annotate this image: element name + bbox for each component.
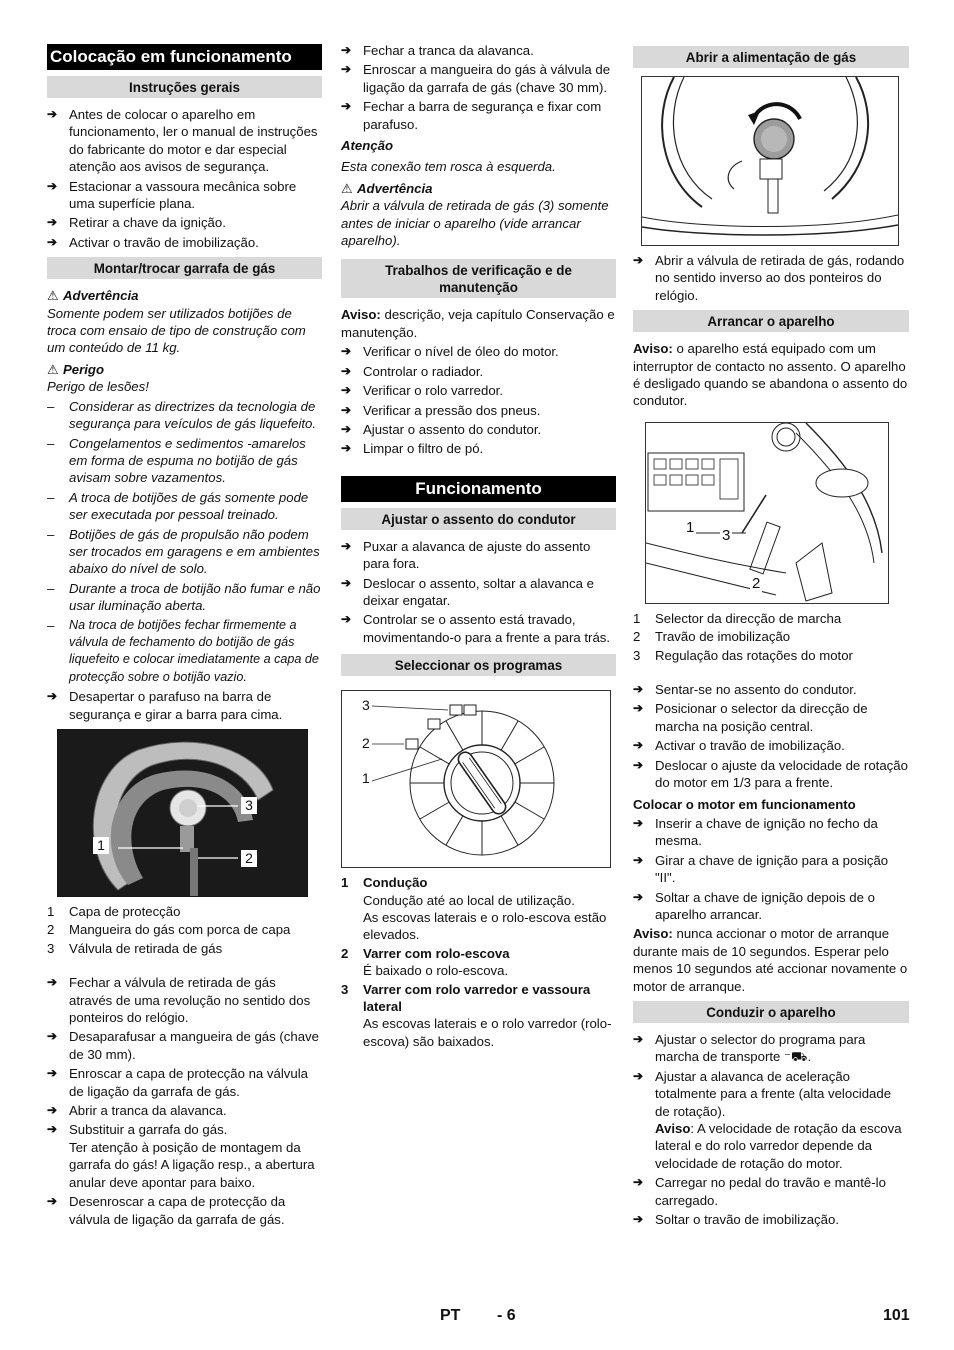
danger-item: – Considerar as directrizes da tecnologia de segurança para veículos de gás liquefeito. bbox=[47, 398, 317, 432]
figure-label: 2 bbox=[241, 850, 257, 867]
program-dial-diagram bbox=[342, 691, 610, 867]
subheading-verificacao: Trabalhos de verificação e de manutenção bbox=[341, 259, 616, 298]
footer-local-page: - 6 bbox=[497, 1307, 516, 1324]
dashboard-drawing bbox=[646, 423, 888, 603]
step: ➔ Desapertar o parafuso na barra de segurança e girar a barra para cima. bbox=[47, 689, 283, 722]
column-3 bbox=[633, 40, 909, 1230]
arrow-icon: ➔ bbox=[341, 344, 352, 359]
legend-item: 2 Mangueira do gás com porca de capa bbox=[47, 922, 291, 938]
step: ➔ Substituir a garrafa do gás. Ter atenção à posição de montagem da garrafa do gás! A ligação resp., a abertura anular deve apontar para baixo. bbox=[47, 1122, 315, 1190]
arrow-icon: ➔ bbox=[633, 852, 644, 867]
arrow-icon: ➔ bbox=[47, 178, 58, 193]
program-item: 3 Varrer com rolo varredor e vassoura lateral As escovas laterais e o rolo varredor (rolo-escova) são baixados. bbox=[341, 981, 612, 1049]
figure-gas-valve bbox=[641, 76, 899, 246]
footer-page-number: 101 bbox=[883, 1307, 910, 1324]
legend-item: 1 Selector da direcção de marcha bbox=[633, 610, 842, 626]
arrow-icon: ➔ bbox=[47, 234, 58, 249]
arrow-icon: ➔ bbox=[633, 1068, 644, 1083]
warning-text: Somente podem ser utilizados botijões de troca com ensaio de tipo de construção com um conteúdo de 11 kg. bbox=[47, 305, 306, 356]
danger-item: – Durante a troca de botijão não fumar e não usar iluminação aberta. bbox=[47, 580, 321, 614]
step: ➔ Fechar a barra de segurança e fixar com parafuso. bbox=[341, 99, 602, 132]
arrow-icon: ➔ bbox=[341, 62, 352, 77]
arrow-icon: ➔ bbox=[47, 215, 58, 230]
subheading-arrancar: Arrancar o aparelho bbox=[633, 310, 909, 332]
step: ➔ Posicionar o selector da direcção de marcha na posição central. bbox=[633, 701, 868, 734]
step: ➔ Inserir a chave de ignição no fecho da mesma. bbox=[633, 815, 878, 849]
arrow-icon: ➔ bbox=[341, 441, 352, 456]
figure-label: 1 bbox=[93, 837, 109, 854]
arrow-icon: ➔ bbox=[341, 383, 352, 398]
step: ➔ Controlar se o assento está travado, movimentando-o para a frente a para trás. bbox=[341, 612, 611, 645]
step: ➔ Carregar no pedal do travão e mantê-lo carregado. bbox=[633, 1175, 886, 1208]
step: ➔ Verificar a pressão dos pneus. bbox=[341, 402, 541, 418]
danger-item: – Botijões de gás de propulsão não podem ser trocados em garagens e em ambientes abaixo do nível de solo. bbox=[47, 526, 320, 577]
arrow-icon: ➔ bbox=[341, 575, 352, 590]
arrow-icon: ➔ bbox=[633, 757, 644, 772]
arrow-icon: ➔ bbox=[633, 815, 644, 830]
step: ➔ Desaparafusar a mangueira de gás (chave de 30 mm). bbox=[47, 1029, 319, 1062]
warning-triangle-icon: ⚠ bbox=[47, 288, 59, 304]
column-1 bbox=[47, 44, 322, 1230]
figure-label: 3 bbox=[241, 797, 257, 814]
program-item: 1 Condução Condução até ao local de utilização. As escovas laterais e o rolo-escova estão elevados. bbox=[341, 875, 607, 943]
step: ➔ Desenroscar a capa de protecção da válvula de ligação da garrafa de gás. bbox=[47, 1194, 286, 1227]
legend-item: 3 Regulação das rotações do motor bbox=[633, 647, 853, 663]
danger-heading: ⚠ Perigo bbox=[47, 361, 105, 377]
legend-item: 3 Válvula de retirada de gás bbox=[47, 940, 223, 956]
step: ➔ Girar a chave de ignição para a posição "II". bbox=[633, 852, 889, 886]
arrow-icon: ➔ bbox=[341, 363, 352, 378]
arrow-icon: ➔ bbox=[633, 1175, 644, 1190]
warning-triangle-icon: ⚠ bbox=[47, 361, 59, 377]
arrow-icon: ➔ bbox=[633, 1031, 644, 1046]
figure-label: 3 bbox=[722, 526, 731, 544]
figure-label: 2 bbox=[752, 574, 761, 592]
attention-text: Esta conexão tem rosca à esquerda. bbox=[341, 159, 556, 175]
aviso-text: Aviso: nunca accionar o motor de arranque durante mais de 10 segundos. Esperar pelo menos 10 segundos até accionar novamente o motor de arranque. bbox=[633, 926, 908, 994]
figure-label: 3 bbox=[362, 697, 370, 714]
subheading-assento: Ajustar o assento do condutor bbox=[341, 508, 616, 530]
arrow-icon: ➔ bbox=[341, 99, 352, 114]
step: ➔ Verificar o rolo varredor. bbox=[341, 383, 503, 399]
figure-label: 1 bbox=[686, 518, 695, 536]
step: ➔ Ajustar o selector do programa para marcha de transporte ⁻⛟. bbox=[633, 1031, 866, 1065]
warning-heading: ⚠ Advertência bbox=[341, 180, 433, 196]
step: ➔ Enroscar a mangueira do gás à válvula de ligação da garrafa de gás (chave 30 mm). bbox=[341, 62, 611, 95]
arrow-icon: ➔ bbox=[341, 43, 352, 57]
arrow-icon: ➔ bbox=[633, 701, 644, 716]
subheading-conduzir: Conduzir o aparelho bbox=[633, 1001, 909, 1023]
step: ➔ Estacionar a vassoura mecânica sobre uma superfície plana. bbox=[47, 178, 297, 212]
warning-triangle-icon: ⚠ bbox=[341, 180, 353, 196]
arrow-icon: ➔ bbox=[341, 538, 352, 553]
step: ➔ Ajustar a alavanca de aceleração totalmente para a frente (alta velocidade de rotação). Aviso: A velocidade de rotação da escova lateral e do rolo varredor depende da velocidade de rotação do motor. bbox=[633, 1068, 902, 1171]
danger-intro: Perigo de lesões! bbox=[47, 379, 149, 395]
step: ➔ Activar o travão de imobilização. bbox=[633, 738, 845, 754]
step: ➔ Ajustar o assento do condutor. bbox=[341, 421, 542, 437]
step: ➔ Fechar a tranca da alavanca. bbox=[341, 43, 534, 58]
step: ➔ Deslocar o assento, soltar a alavanca e deixar engatar. bbox=[341, 575, 594, 608]
step: ➔ Limpar o filtro de pó. bbox=[341, 441, 484, 457]
step: ➔ Sentar-se no assento do condutor. bbox=[633, 682, 857, 698]
step: ➔ Retirar a chave da ignição. bbox=[47, 215, 226, 231]
danger-item: – Congelamentos e sedimentos -amarelos em forma de espuma no botijão de gás avisam sobre vazamentos. bbox=[47, 435, 306, 486]
warning-heading: ⚠ Advertência bbox=[47, 288, 139, 304]
arrow-icon: ➔ bbox=[47, 1103, 58, 1118]
gas-valve-photo bbox=[58, 730, 307, 896]
arrow-icon: ➔ bbox=[47, 1194, 58, 1209]
arrow-icon: ➔ bbox=[341, 421, 352, 436]
arrow-icon: ➔ bbox=[47, 689, 58, 704]
step: ➔ Activar o travão de imobilização. bbox=[47, 234, 259, 250]
arrow-icon: ➔ bbox=[633, 889, 644, 904]
section-title-funcionamento: Funcionamento bbox=[341, 476, 616, 502]
step-note: Ter atenção à posição de montagem da garrafa do gás! A ligação resp., a abertura anular deve apontar para baixo. bbox=[69, 1139, 315, 1190]
subheading-instrucoes: Instruções gerais bbox=[47, 76, 322, 98]
arrow-icon: ➔ bbox=[633, 253, 644, 267]
step: ➔ Antes de colocar o aparelho em funcionamento, ler o manual de instruções do fabricante do motor e dar especial atenção aos avisos de segurança. bbox=[47, 107, 318, 175]
figure-label: 1 bbox=[362, 770, 370, 787]
step: ➔ Abrir a válvula de retirada de gás, rodando no sentido inverso ao dos ponteiros do relógio. bbox=[633, 253, 905, 303]
aviso-text: Aviso: o aparelho está equipado com um interruptor de contacto no assento. O aparelho é desligado quando se abandona o assento do condutor. bbox=[633, 341, 908, 409]
subsection-motor: Colocar o motor em funcionamento bbox=[633, 796, 856, 812]
danger-item: – A troca de botijões de gás somente pode ser executada por pessoal treinado. bbox=[47, 489, 309, 523]
warning-text: Abrir a válvula de retirada de gás (3) somente antes de iniciar o aparelho (vide arrancar aparelho). bbox=[341, 198, 609, 249]
section-title-colocacao: Colocação em funcionamento bbox=[47, 44, 322, 70]
legend-item: 1 Capa de protecção bbox=[47, 904, 181, 919]
subheading-garrafa: Montar/trocar garrafa de gás bbox=[47, 257, 322, 279]
arrow-icon: ➔ bbox=[341, 612, 352, 627]
figure-label: 2 bbox=[362, 735, 370, 752]
step: ➔ Controlar o radiador. bbox=[341, 363, 484, 379]
arrow-icon: ➔ bbox=[47, 1066, 58, 1081]
arrow-icon: ➔ bbox=[341, 402, 352, 417]
step: ➔ Soltar o travão de imobilização. bbox=[633, 1212, 839, 1228]
arrow-icon: ➔ bbox=[47, 1122, 58, 1137]
arrow-icon: ➔ bbox=[633, 682, 644, 697]
arrow-icon: ➔ bbox=[633, 1212, 644, 1227]
program-item: 2 Varrer com rolo-escova É baixado o rolo-escova. bbox=[341, 945, 510, 979]
transport-mode-icon: ⁻⛟. bbox=[784, 1049, 812, 1065]
danger-item: – Na troca de botijões fechar firmemente a válvula de fechamento do botijão de gás liquefeito e colocar imediatamente a capa de protecção sobre o botijão vazio. bbox=[47, 617, 319, 684]
step: ➔ Puxar a alavanca de ajuste do assento para fora. bbox=[341, 538, 591, 572]
figure-gas-bottle bbox=[57, 729, 308, 897]
step: ➔ Abrir a tranca da alavanca. bbox=[47, 1103, 227, 1119]
legend-item: 2 Travão de imobilização bbox=[633, 629, 791, 645]
step: ➔ Deslocar o ajuste da velocidade de rotação do motor em 1/3 para a frente. bbox=[633, 757, 908, 791]
step: ➔ Enroscar a capa de protecção na válvula de ligação da garrafa de gás. bbox=[47, 1066, 308, 1099]
arrow-icon: ➔ bbox=[47, 975, 58, 990]
footer-language: PT bbox=[440, 1307, 461, 1324]
arrow-icon: ➔ bbox=[47, 1029, 58, 1044]
aviso-text: Aviso: descrição, veja capítulo Conservação e manutenção. bbox=[341, 307, 615, 340]
figure-dashboard bbox=[645, 422, 889, 604]
arrow-icon: ➔ bbox=[47, 107, 58, 121]
arrow-icon: ➔ bbox=[633, 738, 644, 753]
subheading-alimentacao-gas: Abrir a alimentação de gás bbox=[633, 46, 909, 68]
step: ➔ Soltar a chave de ignição depois de o aparelho arrancar. bbox=[633, 889, 875, 922]
figure-program-selector bbox=[341, 690, 611, 868]
step: ➔ Verificar o nível de óleo do motor. bbox=[341, 344, 559, 360]
subheading-programas: Seleccionar os programas bbox=[341, 654, 616, 676]
column-2 bbox=[341, 40, 616, 1051]
gas-valve-drawing bbox=[642, 77, 898, 245]
attention-heading: Atenção bbox=[341, 138, 394, 154]
step: ➔ Fechar a válvula de retirada de gás através de uma revolução no sentido dos ponteiros do relógio. bbox=[47, 975, 311, 1026]
